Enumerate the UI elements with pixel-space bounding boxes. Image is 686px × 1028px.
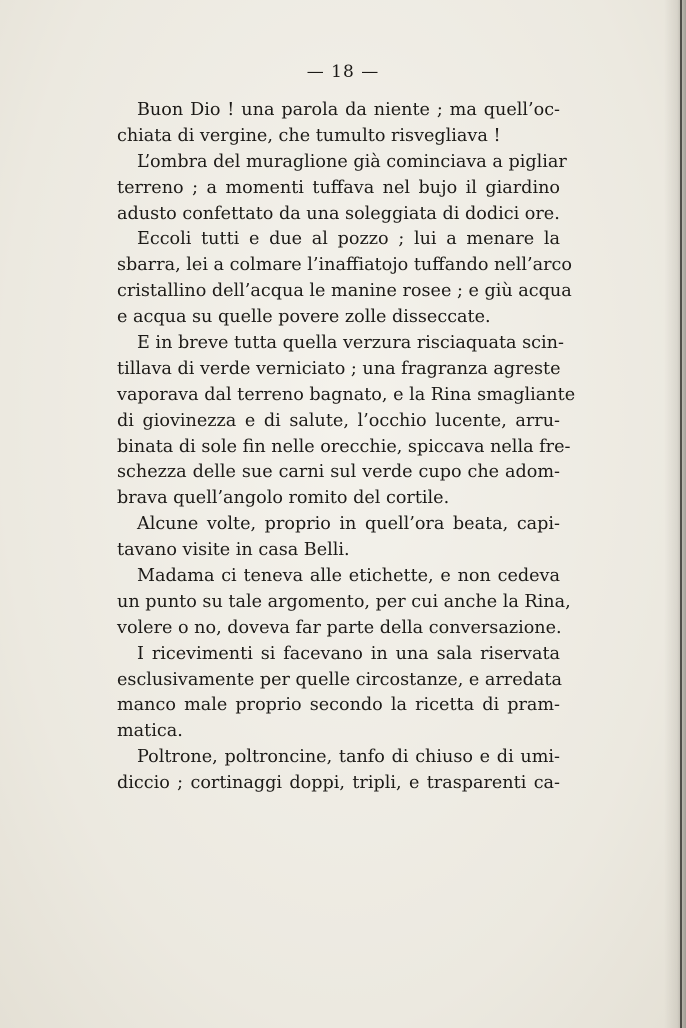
paragraph — [117, 642, 560, 746]
paragraph — [117, 564, 571, 642]
text-line: Madama ci teneva alle etichette, e non cedeva — [137, 566, 560, 587]
text-line: binata di sole fin nelle orecchie, spiccava nella fre- — [117, 436, 571, 457]
page-edge-line — [680, 0, 682, 1028]
page-number: — 18 — — [306, 62, 380, 82]
text-line: tavano visite in casa Belli. — [117, 540, 350, 561]
text-line: tillava di verde verniciato ; una fragranza agreste — [117, 358, 561, 379]
text-line: e acqua su quelle povere zolle disseccate. — [117, 307, 491, 328]
text-line: volere o no, doveva far parte della conversazione. — [117, 617, 562, 638]
text-line: cristallino dell’acqua le manine rosee ; e giù acqua — [117, 281, 572, 302]
text-line: Buon Dio ! una parola da niente ; ma quell’oc- — [137, 100, 560, 120]
text-line: adusto confettato da una soleggiata di dodici ore. — [117, 203, 560, 224]
text-line: manco male proprio secondo la ricetta di pram- — [117, 695, 560, 716]
text-line: chiata di vergine, che tumulto risvegliava ! — [117, 125, 501, 146]
page-edge-shadow — [664, 0, 686, 1028]
text-line: matica. — [117, 721, 183, 742]
paragraph — [117, 745, 560, 797]
text-line: E in breve tutta quella verzura risciaquata scin- — [137, 333, 564, 354]
text-line: un punto su tale argomento, per cui anche la Rina, — [117, 591, 571, 612]
text-line: Alcune volte, proprio in quell’ora beata, capi- — [137, 514, 560, 535]
text-line: L’ombra del muraglione già cominciava a pigliar — [137, 151, 567, 172]
paragraph — [117, 150, 567, 228]
text-line: Poltrone, poltroncine, tanfo di chiuso e di umi- — [137, 747, 560, 768]
paragraph — [117, 227, 572, 331]
text-line: Eccoli tutti e due al pozzo ; lui a menare la — [137, 229, 560, 250]
body-text — [117, 98, 576, 797]
text-line: I ricevimenti si facevano in una sala riservata — [137, 643, 560, 664]
text-line: vaporava dal terreno bagnato, e la Rina smagliante — [117, 384, 576, 405]
text-line: terreno ; a momenti tuffava nel bujo il giardino — [117, 177, 560, 198]
paragraph — [117, 512, 560, 564]
text-line: diccio ; cortinaggi doppi, tripli, e trasparenti ca- — [117, 773, 560, 794]
text-line: brava quell’angolo romito del cortile. — [117, 488, 450, 509]
text-line: esclusivamente per quelle circostanze, e arredata — [117, 669, 562, 690]
paragraph — [117, 331, 576, 512]
text-line: di giovinezza e di salute, l’occhio lucente, arru- — [117, 410, 560, 431]
paragraph — [117, 98, 560, 150]
text-line: schezza delle sue carni sul verde cupo che adom- — [117, 462, 560, 483]
text-line: sbarra, lei a colmare l’inaffiatojo tuffando nell’arco — [117, 255, 572, 276]
